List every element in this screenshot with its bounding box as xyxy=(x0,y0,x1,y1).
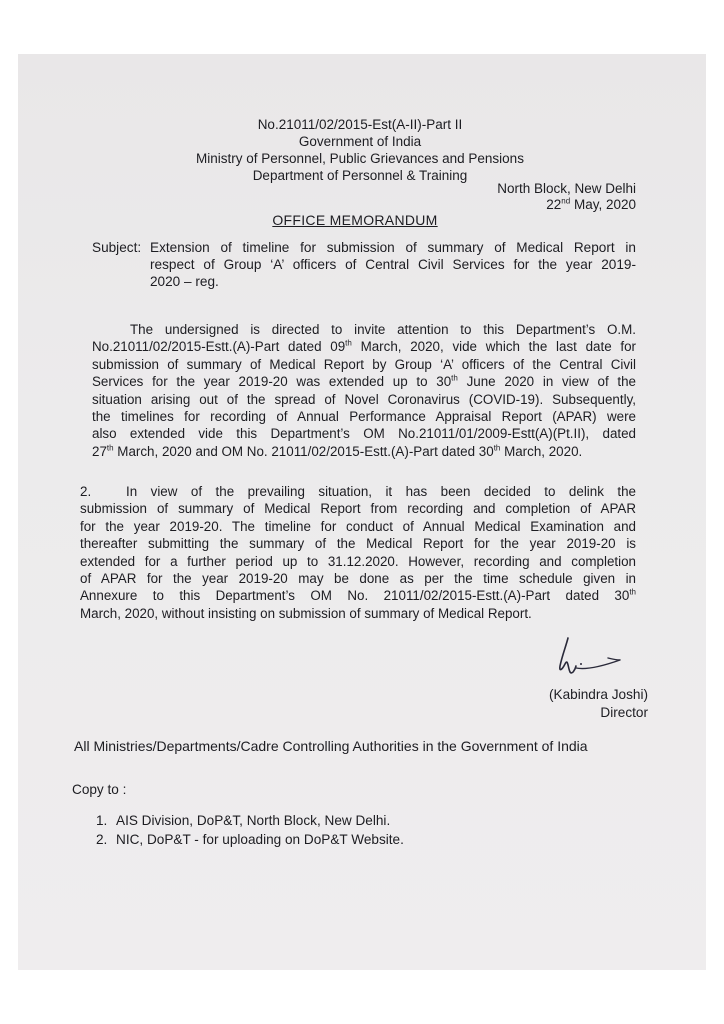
place-line: North Block, New Delhi xyxy=(497,181,636,196)
date-line: 22nd May, 2020 xyxy=(546,196,636,212)
memo-title: OFFICE MEMORANDUM xyxy=(272,212,438,228)
signature xyxy=(548,636,628,690)
copy-to-item: 1. AIS Division, DoP&T, North Block, New Delhi. xyxy=(96,813,391,828)
government-line: Government of India xyxy=(298,134,422,149)
addressee: All Ministries/Departments/Cadre Controlling Authorities in the Government of India xyxy=(74,738,588,754)
file-number: No.21011/02/2015-Est(A-II)-Part II xyxy=(257,117,463,132)
subject-label: Subject: xyxy=(92,240,142,255)
subject-text: Extension of timeline for submission of summary of Medical Report in respect of Group ‘A’ officers of Central Civil Services for the year 2019- 2020 – reg. xyxy=(150,240,636,289)
copy-to-item: 2. NIC, DoP&T - for uploading on DoP&T Website. xyxy=(96,832,404,847)
signatory-designation: Director xyxy=(600,705,648,720)
paragraph-2: 2. In view of the prevailing situation, it has been decided to delink the submission of summary of Medical Report from recording and completion of APAR for the year 2019-20. The timeline for conduct of Annual Medical Examination and thereafter submitting the summary of the Medical Report for the year 2019-20 is extended for a further period up to 31.12.2020. However, recording and completion of APAR for the year 2019-20 may be done as per the time schedule given in Annexure to this Department’s OM No. 21011/02/2015-Estt.(A)-Part dated 30th March, 2020, without insisting on submission of summary of Medical Report. xyxy=(80,484,636,621)
paragraph-2-number: 2. xyxy=(80,484,92,499)
copy-to-label: Copy to : xyxy=(72,782,127,797)
signatory-name: (Kabindra Joshi) xyxy=(549,687,648,702)
ministry-line: Ministry of Personnel, Public Grievances and Pensions xyxy=(196,151,524,166)
department-line: Department of Personnel & Training xyxy=(252,168,468,183)
paragraph-1: The undersigned is directed to invite attention to this Department’s O.M. No.21011/02/2015-Estt.(A)-Part dated 09th March, 2020, vide which the last date for submission of summary of Medical Report by Group ‘A’ officers of the Central Civil Services for the year 2019-20 was extended up to 30th June 2020 in view of the situation arising out of the spread of Novel Coronavirus (COVID-19). Subsequently, the timelines for recording of Annual Performance Appraisal Report (APAR) were also extended vide this Department’s OM No.21011/01/2009-Estt(A)(Pt.II), dated 27th March, 2020 and OM No. 21011/02/2015-Estt.(A)-Part dated 30th March, 2020. xyxy=(92,322,637,459)
